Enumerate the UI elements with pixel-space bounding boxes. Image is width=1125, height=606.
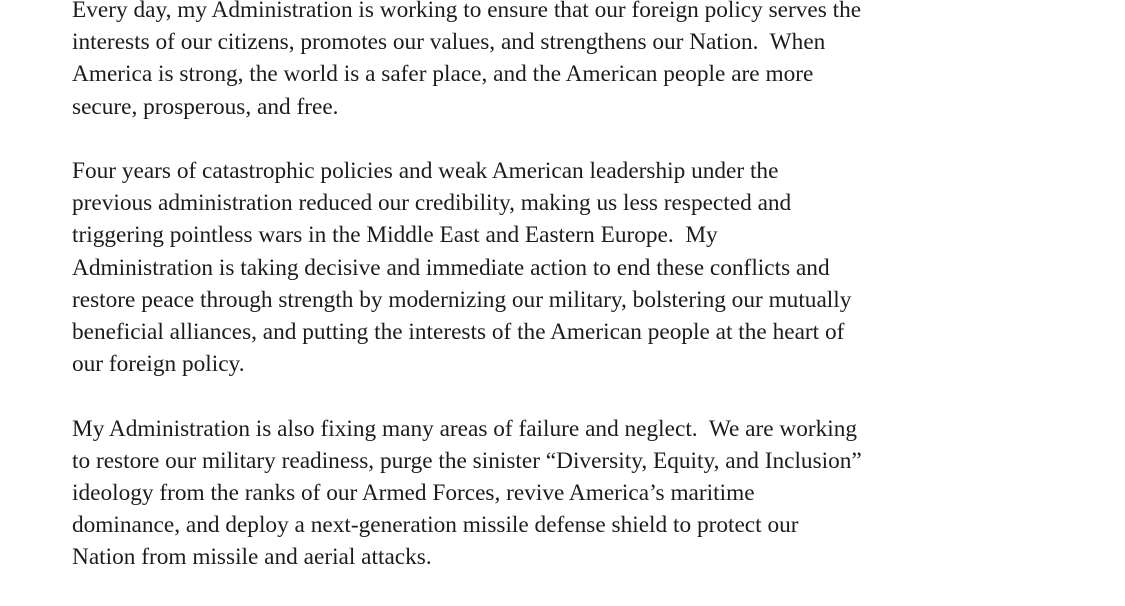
text-line: dominance, and deploy a next-generation missile defense shield to protect our	[72, 512, 799, 539]
text-line: beneficial alliances, and putting the interests of the American people at the heart of	[72, 319, 845, 346]
text-line: ideology from the ranks of our Armed Forces, revive America’s maritime	[72, 480, 755, 507]
text-line: our foreign policy.	[72, 351, 245, 378]
text-line: Administration is taking decisive and immediate action to end these conflicts and	[72, 254, 830, 281]
paragraph-1	[72, 0, 1072, 123]
text-line: interests of our citizens, promotes our values, and strengthens our Nation. When	[72, 29, 826, 56]
paragraph-2	[72, 155, 1072, 380]
paragraph-3	[72, 413, 1072, 574]
text-line: restore peace through strength by modernizing our military, bolstering our mutually	[72, 286, 852, 313]
text-line: triggering pointless wars in the Middle East and Eastern Europe. My	[72, 222, 718, 249]
text-line: to restore our military readiness, purge the sinister “Diversity, Equity, and Inclusion”	[72, 447, 862, 474]
text-line: Nation from missile and aerial attacks.	[72, 544, 432, 571]
text-line: My Administration is also fixing many areas of failure and neglect. We are working	[72, 415, 858, 442]
text-line: America is strong, the world is a safer place, and the American people are more	[72, 61, 814, 88]
text-line: Four years of catastrophic policies and weak American leadership under the	[72, 158, 779, 184]
text-line: secure, prosperous, and free.	[72, 93, 339, 120]
text-line: previous administration reduced our credibility, making us less respected and	[72, 190, 792, 217]
document-body	[72, 0, 1072, 606]
text-line: Every day, my Administration is working to ensure that our foreign policy serves the	[72, 0, 862, 23]
